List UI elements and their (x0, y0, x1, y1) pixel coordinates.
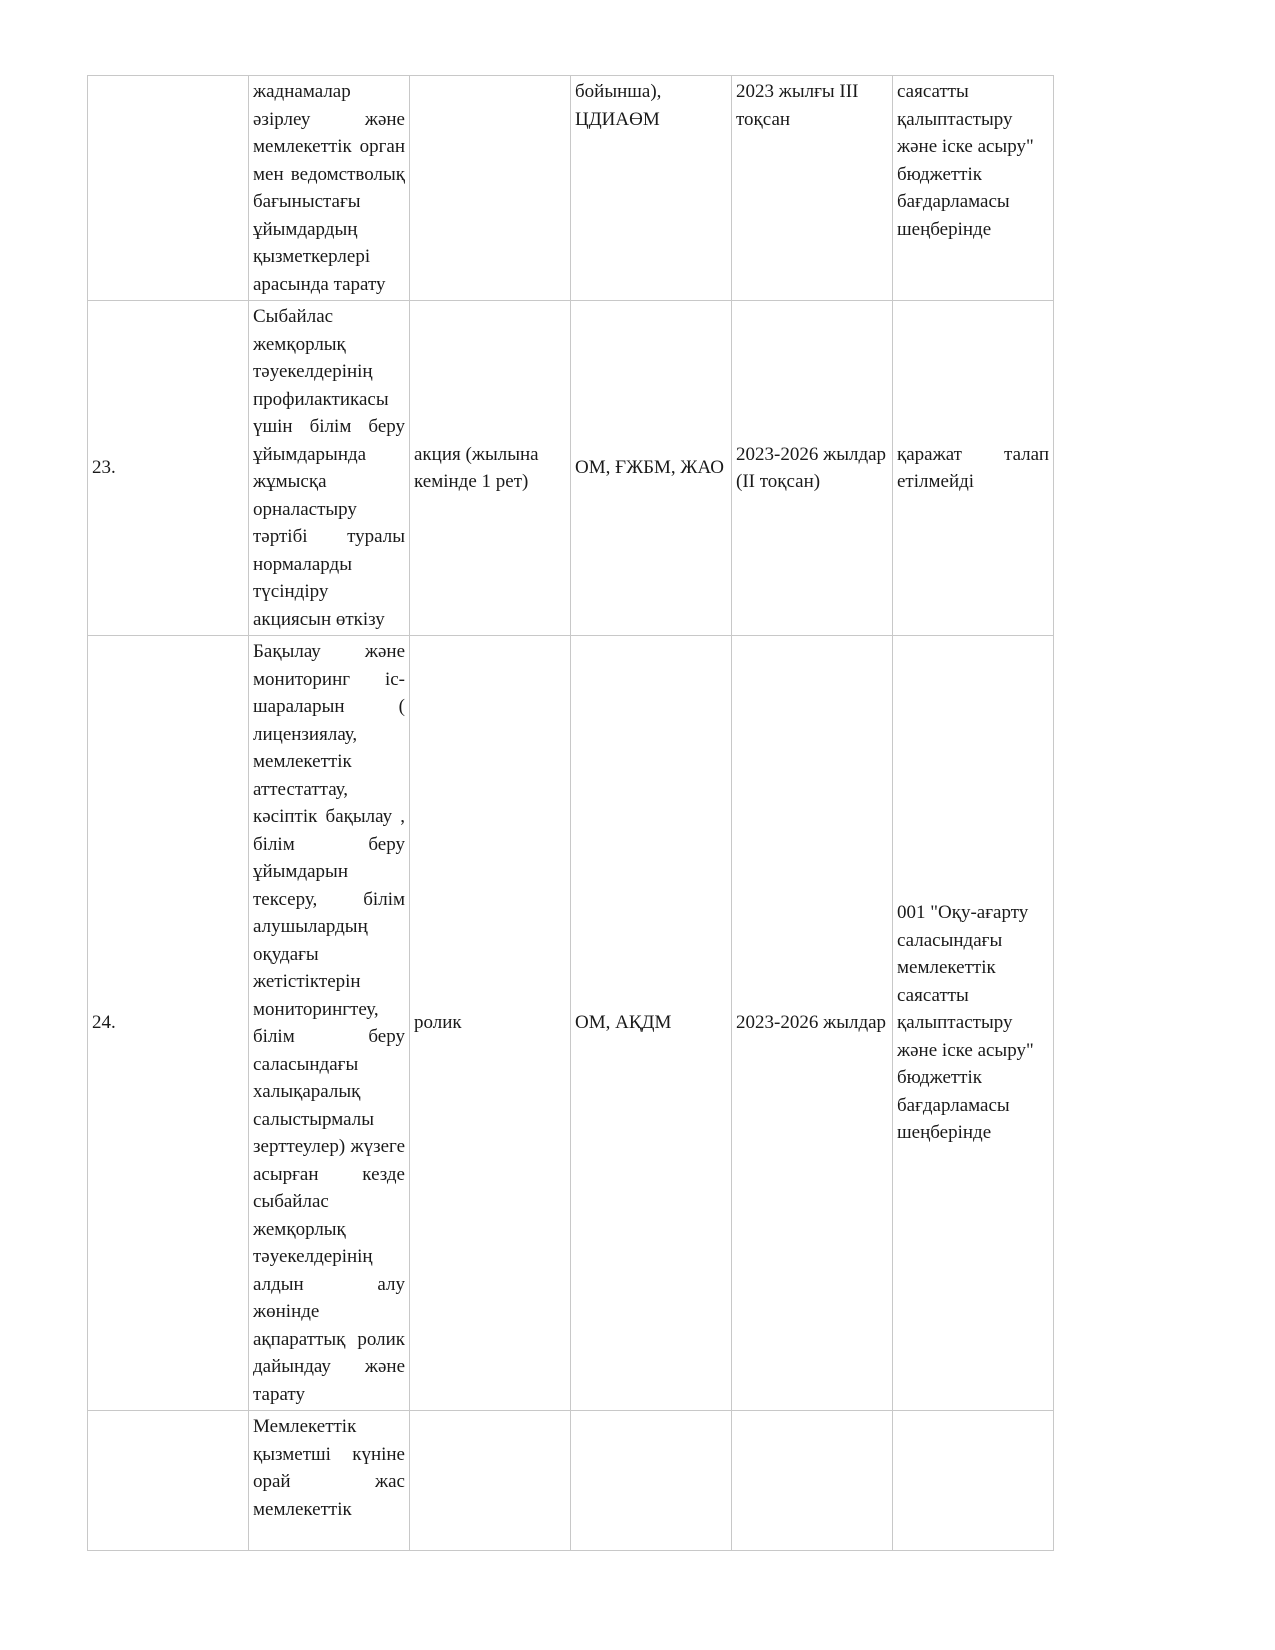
event-description: Бақылау және мониторинг іс-шараларын ( лицензиялау, мемлекеттік аттестаттау, кәсіптік бақылау , білім беру ұйымдарын тексеру, білім алушылардың оқудағы жетістіктерін мониторингтеу, білім беру саласындағы халықаралық салыстырмалы зерттеулер) жүзеге асырған кезде сыбайлас жемқорлық тәуекелдерінің алдын алу жөнінде ақпараттық ролик дайындау және тарату (249, 636, 410, 1411)
row-number: 23. (88, 301, 249, 636)
deadline: 2023-2026 жылдар (II тоқсан) (732, 301, 893, 636)
deadline: 2023 жылғы ІІІ тоқсан (732, 76, 893, 301)
deadline: 2023-2026 жылдар (732, 636, 893, 1411)
event-description: жаднамалар әзірлеу және мемлекеттік орган мен ведомстволық бағыныстағы ұйымдардың қызметкерлері арасында тарату (249, 76, 410, 301)
completion-form: ролик (410, 636, 571, 1411)
event-description: Мемлекеттік қызметші күніне орай жас мемлекеттік (249, 1411, 410, 1551)
table-row (88, 301, 1054, 636)
responsible-bodies: ОМ, ҒЖБМ, ЖАО (571, 301, 732, 636)
table-row (88, 636, 1054, 1411)
table-row (88, 1411, 1054, 1551)
deadline (732, 1411, 893, 1551)
funding-source: саясатты қалыптастыру және іске асыру" бюджеттік бағдарламасы шеңберінде (893, 76, 1054, 301)
completion-form: акция (жылына кемінде 1 рет) (410, 301, 571, 636)
responsible-bodies: ОМ, АҚДМ (571, 636, 732, 1411)
row-number (88, 1411, 249, 1551)
row-number: 24. (88, 636, 249, 1411)
action-plan-table (87, 75, 1054, 1551)
completion-form (410, 1411, 571, 1551)
responsible-bodies (571, 1411, 732, 1551)
responsible-bodies: бойынша), ЦДИАӨМ (571, 76, 732, 301)
funding-source (893, 1411, 1054, 1551)
row-number (88, 76, 249, 301)
funding-source: 001 "Оқу-ағарту саласындағы мемлекеттік саясатты қалыптастыру және іске асыру" бюджеттік бағдарламасы шеңберінде (893, 636, 1054, 1411)
completion-form (410, 76, 571, 301)
table-row (88, 76, 1054, 301)
event-description: Сыбайлас жемқорлық тәуекелдерінің профилактикасы үшін білім беру ұйымдарында жұмысқа орналастыру тәртібі туралы нормаларды түсіндіру акциясын өткізу (249, 301, 410, 636)
funding-source: қаражат талап етілмейді (893, 301, 1054, 636)
